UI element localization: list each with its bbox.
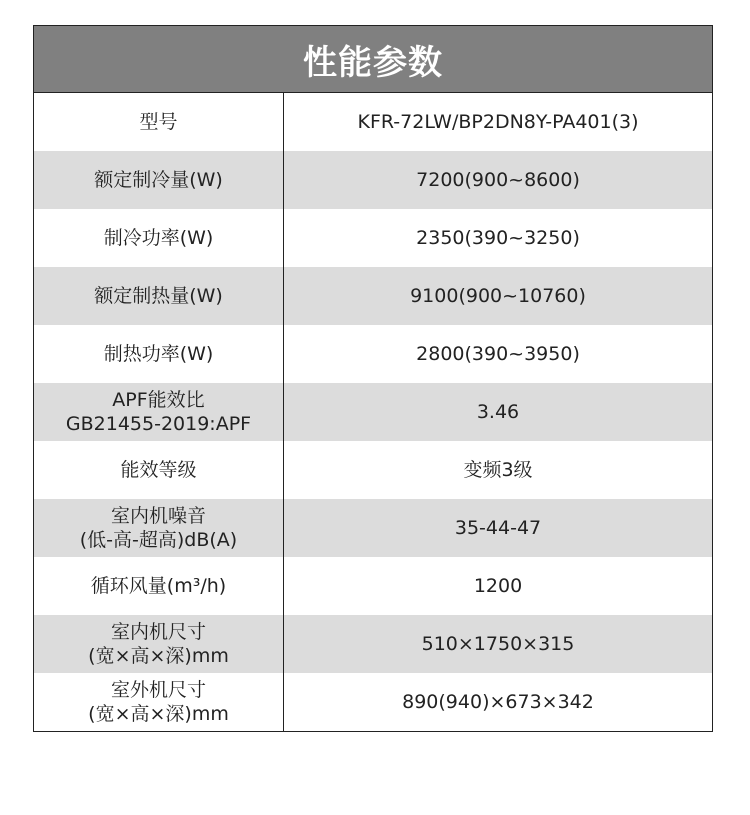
row-label — [34, 441, 284, 499]
table-row — [34, 209, 712, 267]
row-label — [34, 673, 284, 731]
row-value: 变频3级 — [463, 459, 533, 481]
row-label-line1: 室内机尺寸 — [110, 621, 206, 643]
row-label-line1: 制冷功率(W) — [103, 227, 214, 249]
row-value: 1200 — [473, 575, 523, 597]
table-row — [34, 151, 712, 209]
row-label — [34, 615, 284, 673]
row-value: KFR-72LW/BP2DN8Y-PA401(3) — [357, 111, 639, 133]
table-row — [34, 325, 712, 383]
table-row — [34, 499, 712, 557]
table-row — [34, 441, 712, 499]
row-label-line2: (宽×高×深)mm — [88, 703, 229, 725]
spec-table — [33, 25, 713, 732]
table-row — [34, 557, 712, 615]
row-label — [34, 93, 284, 151]
table-title: 性能参数 — [34, 26, 712, 93]
row-label — [34, 557, 284, 615]
row-label-line1: 循环风量(m³/h) — [90, 575, 227, 597]
row-value: 2800(390~3950) — [416, 343, 580, 365]
row-label-line2: (宽×高×深)mm — [88, 645, 229, 667]
row-label-line1: APF能效比 — [112, 389, 205, 411]
table-row — [34, 267, 712, 325]
row-label — [34, 209, 284, 267]
row-label — [34, 383, 284, 441]
row-value: 510×1750×315 — [421, 633, 575, 655]
table-row — [34, 615, 712, 673]
row-label-line1: 室外机尺寸 — [110, 679, 206, 701]
row-label-line1: 额定制冷量(W) — [94, 169, 223, 191]
row-value: 9100(900~10760) — [410, 285, 586, 307]
row-label-line1: 室内机噪音 — [110, 505, 206, 527]
row-value: 35-44-47 — [454, 517, 542, 539]
row-label-line1: 制热功率(W) — [103, 343, 214, 365]
row-label-line2: (低-高-超高)dB(A) — [79, 529, 238, 551]
table-row — [34, 383, 712, 441]
row-value: 890(940)×673×342 — [402, 691, 594, 713]
row-value: 3.46 — [476, 401, 520, 423]
row-label — [34, 325, 284, 383]
table-row — [34, 673, 712, 731]
row-label-line1: 额定制热量(W) — [94, 285, 223, 307]
row-value: 7200(900~8600) — [416, 169, 580, 191]
row-value: 2350(390~3250) — [416, 227, 580, 249]
row-label-line1: 型号 — [139, 111, 178, 133]
row-label — [34, 499, 284, 557]
table-row — [34, 93, 712, 151]
row-label — [34, 151, 284, 209]
row-label-line1: 能效等级 — [120, 459, 197, 481]
row-label-line2: GB21455-2019:APF — [65, 413, 252, 435]
row-label — [34, 267, 284, 325]
